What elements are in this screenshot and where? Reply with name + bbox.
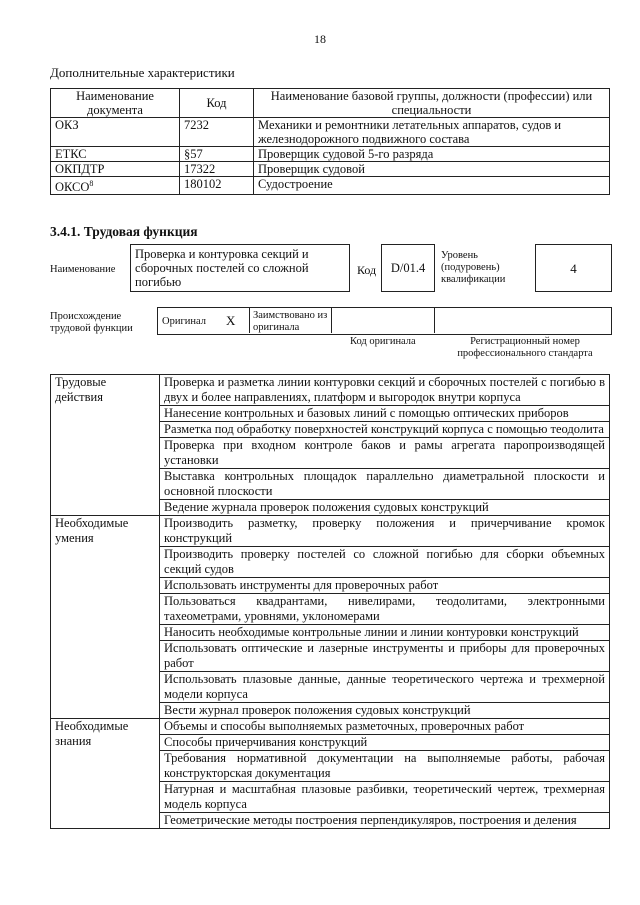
table-row bbox=[51, 516, 610, 547]
origin-code-label: Код оригинала bbox=[350, 336, 416, 347]
additional-characteristics-title: Дополнительные характеристики bbox=[50, 65, 235, 80]
function-title: 3.4.1. Трудовая функция bbox=[50, 224, 198, 239]
list-item: Проверка и разметка линии контуровки секций и сборочных постелей с погибью в двух и более направлениях, платформ и выгородок внутри корпуса bbox=[160, 375, 610, 406]
footnote-mark: 8 bbox=[89, 179, 94, 188]
divider bbox=[434, 307, 435, 333]
cell-name: Проверщик судовой 5-го разряда bbox=[254, 147, 610, 162]
function-details-table bbox=[50, 374, 610, 829]
doc-text: ОКСО bbox=[55, 180, 90, 195]
list-item: Использовать оптические и лазерные инструменты и приборы для проверочных работ bbox=[160, 641, 610, 672]
header-code: Код bbox=[180, 89, 254, 118]
cell-name: Механики и ремонтники летательных аппаратов, судов и железнодорожного подвижного состава bbox=[254, 118, 610, 147]
divider bbox=[331, 307, 332, 333]
category-skills: Необходимые умения bbox=[51, 516, 160, 719]
cell-doc: ОКПДТР bbox=[51, 162, 180, 177]
divider bbox=[249, 307, 250, 333]
cell-doc: ЕТКС bbox=[51, 147, 180, 162]
list-item: Разметка под обработку поверхностей конструкций корпуса с помощью теодолита bbox=[160, 422, 610, 438]
cell-doc: ОКЗ bbox=[51, 118, 180, 147]
cell-doc bbox=[51, 177, 180, 195]
cell-code: §57 bbox=[180, 147, 254, 162]
name-value-box bbox=[130, 244, 350, 292]
category-knowledge: Необходимые знания bbox=[51, 719, 160, 829]
list-item: Использовать плазовые данные, данные теоретического чертежа и трехмерной модели корпуса bbox=[160, 672, 610, 703]
list-item: Способы причерчивания конструкций bbox=[160, 735, 610, 751]
list-item: Геометрические методы построения перпендикуляров, построения и деления bbox=[160, 813, 610, 829]
cell-name: Судостроение bbox=[254, 177, 610, 195]
borrowed-label: Заимствовано из оригинала bbox=[253, 310, 328, 333]
list-item: Вести журнал проверок положения судовых конструкций bbox=[160, 703, 610, 719]
table-row bbox=[51, 375, 610, 406]
page-number: 18 bbox=[314, 32, 326, 46]
cell-code: 17322 bbox=[180, 162, 254, 177]
list-item: Пользоваться квадрантами, нивелирами, теодолитами, электронными тахеометрами, уровнями, уклономерами bbox=[160, 594, 610, 625]
code-value-box bbox=[381, 244, 435, 292]
cell-name: Проверщик судовой bbox=[254, 162, 610, 177]
table-header-row bbox=[51, 89, 610, 118]
name-label: Наименование bbox=[50, 264, 116, 275]
table-row bbox=[51, 162, 610, 177]
list-item: Ведение журнала проверок положения судовых конструкций bbox=[160, 500, 610, 516]
code-label: Код bbox=[357, 263, 377, 277]
list-item: Производить разметку, проверку положения и причерчивание кромок конструкций bbox=[160, 516, 610, 547]
list-item: Наносить необходимые контрольные линии и линии контуровки конструкций bbox=[160, 625, 610, 641]
level-label: Уровень (подуровень) квалификации bbox=[441, 250, 506, 285]
list-item: Производить проверку постелей со сложной погибью для сборки объемных секций судов bbox=[160, 547, 610, 578]
cell-code: 180102 bbox=[180, 177, 254, 195]
list-item: Требования нормативной документации на выполняемые работы, рабочая конструкторская документация bbox=[160, 751, 610, 782]
header-document: Наименование документа bbox=[51, 89, 180, 118]
level-value: 4 bbox=[570, 261, 577, 276]
list-item: Нанесение контрольных и базовых линий с помощью оптических приборов bbox=[160, 406, 610, 422]
cell-code: 7232 bbox=[180, 118, 254, 147]
reg-number-label: Регистрационный номер профессионального стандарта bbox=[457, 336, 593, 359]
list-item: Выставка контрольных площадок параллельно диаметральной плоскости и основной плоскости bbox=[160, 469, 610, 500]
category-actions: Трудовые действия bbox=[51, 375, 160, 516]
header-name: Наименование базовой группы, должности (профессии) или специальности bbox=[254, 89, 610, 118]
table-row bbox=[51, 147, 610, 162]
original-mark: X bbox=[226, 313, 236, 328]
level-value-box bbox=[535, 244, 612, 292]
additional-characteristics-table bbox=[50, 88, 610, 195]
list-item: Натурная и масштабная плазовые разбивки, теоретический чертеж, трехмерная модель корпуса bbox=[160, 782, 610, 813]
table-row bbox=[51, 719, 610, 735]
table-row bbox=[51, 118, 610, 147]
table-row bbox=[51, 177, 610, 195]
original-label: Оригинал bbox=[162, 316, 206, 327]
list-item: Использовать инструменты для проверочных работ bbox=[160, 578, 610, 594]
code-value: D/01.4 bbox=[390, 261, 426, 275]
list-item: Объемы и способы выполняемых разметочных, проверочных работ bbox=[160, 719, 610, 735]
name-value: Проверка и контуровка секций и сборочных постелей со сложной погибью bbox=[135, 247, 309, 289]
list-item: Проверка при входном контроле баков и рамы агрегата паропроизводящей установки bbox=[160, 438, 610, 469]
origin-label: Происхождение трудовой функции bbox=[50, 311, 133, 334]
